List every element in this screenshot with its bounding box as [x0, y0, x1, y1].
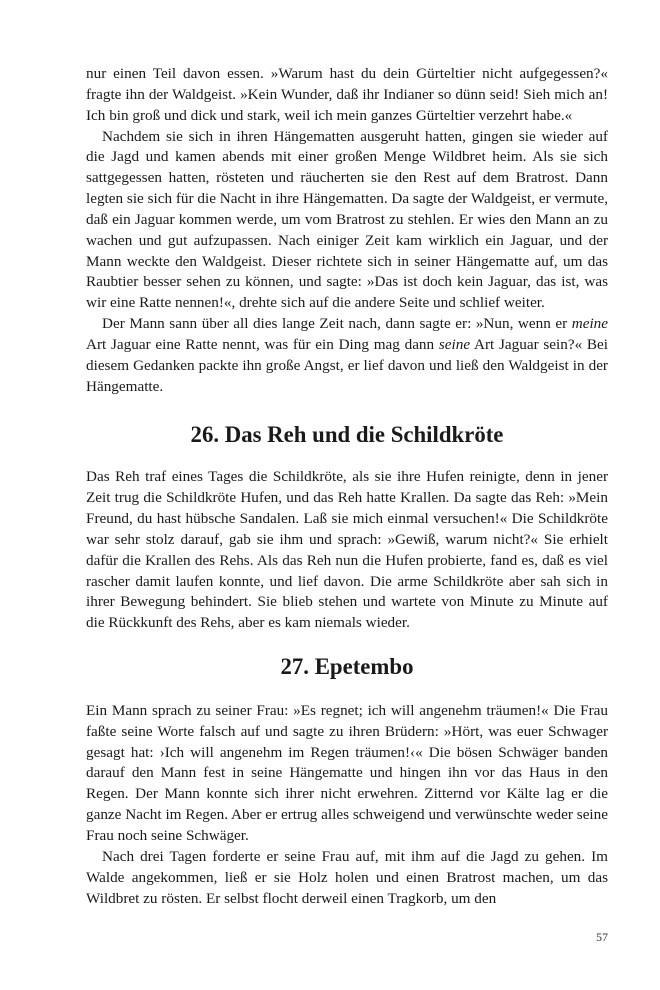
text-run: Nach drei Tagen forderte er seine Frau auf, mit ihm auf die Jagd zu gehen. Im Walde angekommen, ließ er sie Holz holen und einen Bratrost machen, um das Wildbret zu rösten. Er selbst flocht derweil einen Tragkorb, um den [86, 847, 608, 907]
section-heading-26: 26. Das Reh und die Schildkröte [190, 421, 504, 447]
emphasis-text: seine [438, 335, 471, 353]
text-run: Der Mann sann über all dies lange Zeit nach, dann sagte er: »Nun, wenn er [102, 315, 572, 333]
paragraph [86, 467, 608, 634]
paragraph [86, 314, 608, 397]
paragraph [86, 701, 608, 847]
emphasis-text: meine [571, 315, 608, 333]
text-run: Art Jaguar sein?« Bei diesem Gedanken packte ihn große Angst, er lief davon und ließ den Waldgeist in der Hängematte. [86, 335, 608, 395]
paragraph [86, 847, 608, 910]
page-number: 57 [596, 930, 608, 944]
section-heading-27: 27. Epetembo [280, 654, 414, 680]
text-run: Ein Mann sprach zu seiner Frau: »Es regnet; ich will angenehm träumen!« Die Frau faßte seine Worte falsch auf und sagte zu ihren Brüdern: »Hört, was euer Schwager gesagt hat: ›Ich will angenehm im Regen träumen!‹« Die bösen Schwäger banden darauf den Mann fest in seine Hängematte und hingen ihn vor das Haus in den Regen. Der Mann konnte sich ihrer nicht erwehren. Zitternd vor Kälte lag er die ganze Nacht im Regen. Aber er ertrug alles schweigend und verwünschte weder seine Frau noch seine Schwäger. [86, 701, 608, 844]
page-body [86, 64, 608, 909]
text-run: nur einen Teil davon essen. »Warum hast du dein Gürteltier nicht aufgegessen?« fragte ihn der Waldgeist. »Kein Wunder, daß ihr Indianer so dünn seid! Sieh mich an! Ich bin groß und dick und stark, weil ich mein ganzes Gürteltier verzehrt habe.« [86, 65, 608, 124]
paragraph [86, 127, 608, 315]
text-run: Nachdem sie sich in ihren Hängematten ausgeruht hatten, gingen sie wieder auf die Jagd und kamen abends mit einer großen Menge Wildbret heim. Als sie sich sattgegessen hatten, rösteten und räucherten sie den Rest auf dem Bratrost. Dann legten sie sich für die Nacht in ihre Hängematten. Da sagte der Waldgeist, er vermute, daß ein Jaguar kommen werde, um vom Bratrost zu stehlen. Er wies den Mann an zu wachen und gut aufzupassen. Nach einiger Zeit kam wirklich ein Jaguar, und der Mann weckte den Waldgeist. Dieser richtete sich in seiner Hängematte auf, um das Raubtier besser sehen zu können, und sagte: »Das ist doch kein Jaguar, das ist, was wir eine Ratte nennen!«, drehte sich auf die andere Seite und schlief weiter. [86, 127, 608, 312]
text-run: Das Reh traf eines Tages die Schildkröte, als sie ihre Hufen reinigte, denn in jener Zeit trug die Schildkröte Hufen, und das Reh hatte Krallen. Da sagte das Reh: »Mein Freund, du hast hübsche Sandalen. Laß sie mich einmal versuchen!« Die Schildkröte war sehr stolz darauf, gab sie ihm und sprach: »Gewiß, warum nicht?« Sie erhielt dafür die Krallen des Rehs. Als das Reh nun die Hufen probierte, fand es, daß es viel rascher damit laufen konnte, und lief davon. Die arme Schildkröte aber sah sich in ihrer Bewegung behindert. Sie blieb stehen und wartete von Minute zu Minute auf die Rückkunft des Rehs, aber es kam niemals wieder. [86, 468, 608, 632]
paragraph [86, 64, 608, 127]
text-run: Art Jaguar eine Ratte nennt, was für ein Ding mag dann [86, 335, 439, 353]
